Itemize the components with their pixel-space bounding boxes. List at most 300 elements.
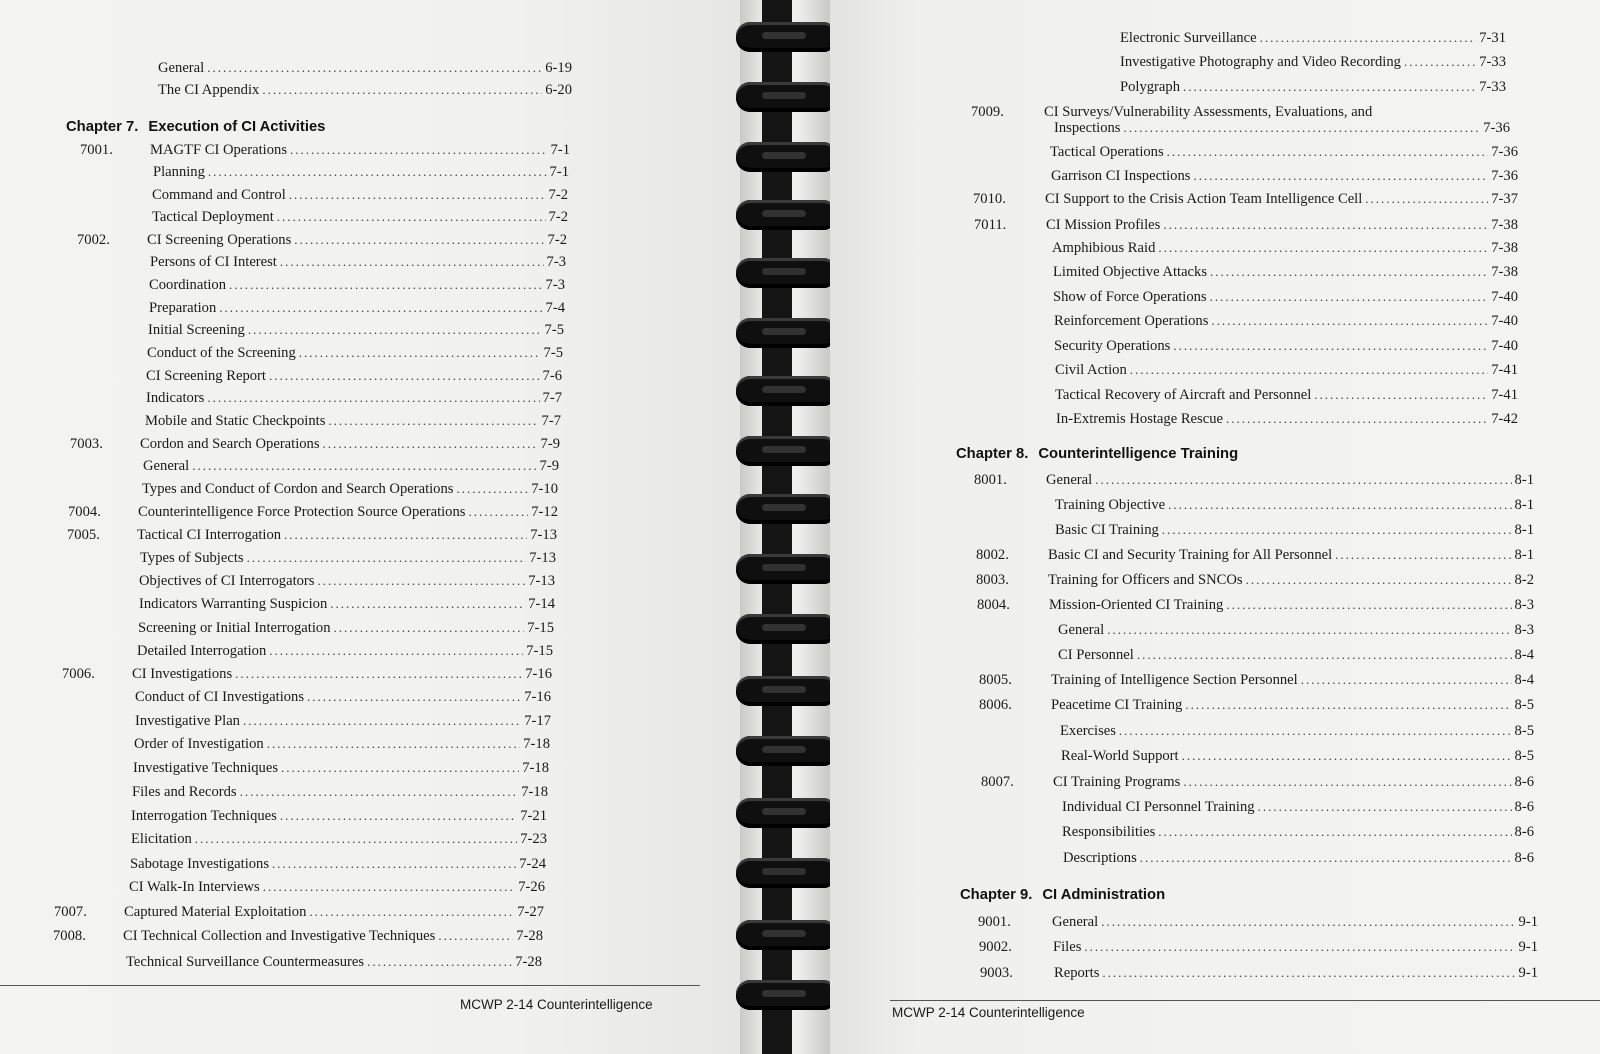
page-number: 8-6 bbox=[1514, 824, 1534, 840]
toc-entry bbox=[55, 879, 545, 896]
leader-dots bbox=[309, 904, 514, 920]
leader-dots bbox=[192, 458, 536, 474]
chapter-title: Execution of CI Activities bbox=[148, 119, 326, 135]
leader-dots bbox=[328, 413, 538, 429]
page-number: 7-18 bbox=[523, 736, 550, 752]
page-number: 7-3 bbox=[545, 277, 565, 293]
entry-title: Basic CI Training bbox=[1055, 522, 1159, 538]
leader-dots bbox=[294, 232, 544, 248]
page-number: 7-33 bbox=[1479, 54, 1506, 70]
entry-title: Training for Officers and SNCOs bbox=[1048, 572, 1243, 588]
leader-dots bbox=[248, 322, 542, 338]
leader-dots bbox=[438, 928, 513, 944]
entry-title: Files and Records bbox=[132, 784, 237, 800]
section-number: 7003. bbox=[70, 436, 103, 452]
toc-entry bbox=[68, 504, 558, 521]
page-number: 9-1 bbox=[1518, 939, 1538, 955]
leader-dots bbox=[1182, 748, 1512, 764]
right-toc bbox=[830, 0, 1600, 1054]
toc-entry bbox=[980, 723, 1534, 740]
entry-title: CI Training Programs bbox=[1053, 774, 1181, 790]
leader-dots bbox=[263, 879, 516, 895]
toc-entry bbox=[88, 60, 572, 77]
entry-title: Initial Screening bbox=[148, 322, 245, 338]
toc-entry bbox=[981, 748, 1534, 765]
page-number: 8-5 bbox=[1514, 697, 1534, 713]
binder-ring bbox=[736, 200, 834, 230]
page-number: 7-40 bbox=[1491, 338, 1518, 354]
toc-entry bbox=[980, 965, 1538, 982]
page-number: 7-21 bbox=[520, 808, 547, 824]
binder-ring bbox=[736, 980, 834, 1010]
entry-title: Detailed Interrogation bbox=[137, 643, 267, 659]
toc-entry bbox=[982, 799, 1534, 816]
toc-entry bbox=[982, 824, 1534, 841]
entry-title: Responsibilities bbox=[1062, 824, 1156, 840]
page-number: 7-38 bbox=[1491, 264, 1518, 280]
toc-entry bbox=[88, 82, 572, 99]
entry-title: General bbox=[1052, 914, 1099, 930]
page-number: 8-2 bbox=[1514, 572, 1534, 588]
entry-title: Types of Subjects bbox=[140, 550, 244, 566]
leader-dots bbox=[269, 643, 523, 659]
page-number: 7-28 bbox=[515, 954, 542, 970]
binder-ring bbox=[736, 858, 834, 888]
leader-dots bbox=[299, 345, 541, 361]
leader-dots bbox=[290, 142, 548, 158]
page-number: 8-4 bbox=[1514, 672, 1534, 688]
leader-dots bbox=[1335, 547, 1511, 563]
entry-title: Conduct of the Screening bbox=[147, 345, 296, 361]
chapter-label: Chapter 7. bbox=[66, 119, 139, 135]
page-number: 7-2 bbox=[548, 187, 568, 203]
toc-entry bbox=[978, 79, 1506, 96]
chapter-title: Counterintelligence Training bbox=[1038, 446, 1239, 462]
toc-entry bbox=[978, 411, 1518, 428]
toc-entry bbox=[64, 620, 554, 637]
toc-entry bbox=[73, 345, 563, 362]
entry-title: Conduct of CI Investigations bbox=[135, 689, 305, 705]
section-number: 7006. bbox=[62, 666, 95, 682]
toc-entry bbox=[972, 144, 1518, 161]
entry-title: Amphibious Raid bbox=[1052, 240, 1156, 256]
entry-title: Inspections bbox=[1054, 120, 1121, 136]
entry-title: Investigative Plan bbox=[135, 713, 240, 729]
entry-title: The CI Appendix bbox=[158, 82, 260, 98]
entry-title: Counterintelligence Force Protection Source Operations bbox=[138, 504, 466, 520]
page-number: 7-17 bbox=[524, 713, 551, 729]
leader-dots bbox=[207, 60, 542, 76]
page-number: 7-7 bbox=[541, 413, 561, 429]
section-number: 8005. bbox=[979, 672, 1012, 688]
entry-title: Cordon and Search Operations bbox=[140, 436, 320, 452]
entry-title: Tactical CI Interrogation bbox=[137, 527, 282, 543]
chapter-title: CI Administration bbox=[1042, 887, 1166, 903]
page-number: 7-9 bbox=[539, 458, 559, 474]
leader-dots bbox=[1107, 622, 1511, 638]
page-number: 7-2 bbox=[548, 209, 568, 225]
toc-entry bbox=[68, 481, 558, 498]
page-number: 7-10 bbox=[531, 481, 558, 497]
entry-title: CI Support to the Crisis Action Team Intelligence Cell bbox=[1045, 191, 1363, 207]
entry-title: Indicators bbox=[146, 390, 205, 406]
toc-entry bbox=[976, 572, 1534, 589]
leader-dots bbox=[1258, 799, 1512, 815]
toc-entry bbox=[60, 736, 550, 753]
chapter-label: Chapter 8. bbox=[956, 446, 1029, 462]
page-number: 7-40 bbox=[1491, 289, 1518, 305]
entry-title: Captured Material Exploitation bbox=[124, 904, 307, 920]
left-toc bbox=[0, 0, 740, 1054]
page-number: 8-4 bbox=[1514, 647, 1534, 663]
entry-title: Tactical Operations bbox=[1050, 144, 1164, 160]
section-number: 8007. bbox=[981, 774, 1014, 790]
leader-dots bbox=[317, 573, 525, 589]
leader-dots bbox=[1123, 120, 1480, 136]
section-number: 8001. bbox=[974, 472, 1007, 488]
entry-title: Types and Conduct of Cordon and Search Operations bbox=[142, 481, 454, 497]
section-number: 9002. bbox=[979, 939, 1012, 955]
toc-entry bbox=[65, 596, 555, 613]
entry-title: Persons of CI Interest bbox=[150, 254, 277, 270]
entry-title: CI Walk-In Interviews bbox=[129, 879, 260, 895]
toc-entry bbox=[977, 362, 1518, 379]
page-number: 7-13 bbox=[529, 550, 556, 566]
leader-dots bbox=[456, 481, 528, 497]
toc-entry bbox=[72, 390, 562, 407]
entry-title: Planning bbox=[153, 164, 205, 180]
page-number: 7-16 bbox=[524, 689, 551, 705]
toc-entry bbox=[57, 808, 547, 825]
leader-dots bbox=[207, 390, 539, 406]
section-number: 7002. bbox=[77, 232, 110, 248]
leader-dots bbox=[1167, 144, 1489, 160]
binder-ring bbox=[736, 318, 834, 348]
toc-entry bbox=[979, 672, 1534, 689]
page-number: 7-1 bbox=[549, 164, 569, 180]
toc-entry bbox=[80, 142, 570, 159]
toc-entry bbox=[973, 168, 1518, 185]
page-number: 8-1 bbox=[1514, 472, 1534, 488]
leader-dots bbox=[323, 436, 538, 452]
entry-title: Garrison CI Inspections bbox=[1051, 168, 1191, 184]
entry-title: Show of Force Operations bbox=[1053, 289, 1207, 305]
toc-entry-multiline bbox=[971, 104, 1372, 121]
entry-title: CI Screening Operations bbox=[147, 232, 292, 248]
toc-entry bbox=[978, 54, 1506, 71]
page-number: 8-6 bbox=[1514, 850, 1534, 866]
leader-dots bbox=[1211, 313, 1488, 329]
binder-ring bbox=[736, 436, 834, 466]
toc-entry bbox=[59, 760, 549, 777]
toc-entry bbox=[70, 436, 560, 453]
entry-title: In-Extremis Hostage Rescue bbox=[1056, 411, 1223, 427]
toc-entry bbox=[71, 413, 561, 430]
leader-dots bbox=[1173, 338, 1488, 354]
leader-dots bbox=[208, 164, 547, 180]
entry-title: Peacetime CI Training bbox=[1051, 697, 1183, 713]
leader-dots bbox=[1226, 411, 1488, 427]
page-number: 7-38 bbox=[1491, 217, 1518, 233]
leader-dots bbox=[284, 527, 527, 543]
toc-entry bbox=[74, 322, 564, 339]
page-number: 7-14 bbox=[528, 596, 555, 612]
leader-dots bbox=[1226, 597, 1511, 613]
entry-title: General bbox=[1058, 622, 1105, 638]
page-number: 8-3 bbox=[1514, 597, 1534, 613]
page-number: 7-18 bbox=[521, 784, 548, 800]
entry-title: Exercises bbox=[1060, 723, 1116, 739]
page-number: 7-16 bbox=[525, 666, 552, 682]
toc-entry bbox=[61, 713, 551, 730]
binder-ring bbox=[736, 676, 834, 706]
leader-dots bbox=[1101, 914, 1515, 930]
toc-entry bbox=[978, 622, 1534, 639]
toc-entry bbox=[978, 914, 1538, 931]
page-number: 7-12 bbox=[531, 504, 558, 520]
page-number: 7-33 bbox=[1479, 79, 1506, 95]
toc-entry bbox=[53, 928, 543, 945]
entry-title: Interrogation Techniques bbox=[131, 808, 277, 824]
entry-title: Mobile and Static Checkpoints bbox=[145, 413, 326, 429]
entry-title: CI Surveys/Vulnerability Assessments, Evaluations, and bbox=[1044, 104, 1373, 120]
leader-dots bbox=[289, 187, 546, 203]
leader-dots bbox=[235, 666, 522, 682]
footer-rule bbox=[890, 1000, 1600, 1001]
leader-dots bbox=[277, 209, 546, 225]
page-number: 7-36 bbox=[1483, 120, 1510, 136]
page-number: 7-7 bbox=[542, 390, 562, 406]
leader-dots bbox=[1158, 240, 1488, 256]
leader-dots bbox=[334, 620, 525, 636]
leader-dots bbox=[1185, 697, 1511, 713]
page-number: 7-41 bbox=[1491, 362, 1518, 378]
toc-entry bbox=[65, 573, 555, 590]
entry-title: Tactical Recovery of Aircraft and Personnel bbox=[1055, 387, 1312, 403]
page-number: 7-15 bbox=[526, 643, 553, 659]
page-number: 7-42 bbox=[1491, 411, 1518, 427]
entry-title: Indicators Warranting Suspicion bbox=[139, 596, 328, 612]
entry-title: Limited Objective Attacks bbox=[1053, 264, 1208, 280]
binder-ring bbox=[736, 554, 834, 584]
entry-title: Reports bbox=[1054, 965, 1100, 981]
section-number: 7009. bbox=[971, 104, 1004, 120]
page-number: 8-6 bbox=[1514, 799, 1534, 815]
toc-entry bbox=[975, 497, 1534, 514]
page-number: 8-3 bbox=[1514, 622, 1534, 638]
binder-ring bbox=[736, 22, 834, 52]
page-number: 7-1 bbox=[550, 142, 570, 158]
leader-dots bbox=[280, 808, 517, 824]
toc-entry bbox=[66, 550, 556, 567]
entry-title: Technical Surveillance Countermeasures bbox=[126, 954, 365, 970]
leader-dots bbox=[1084, 939, 1515, 955]
toc-entry bbox=[61, 689, 551, 706]
entry-title: Tactical Deployment bbox=[152, 209, 274, 225]
section-number: 7011. bbox=[974, 217, 1007, 233]
footer-rule bbox=[0, 985, 700, 986]
entry-title: Mission-Oriented CI Training bbox=[1049, 597, 1224, 613]
page-number: 7-36 bbox=[1491, 144, 1518, 160]
toc-entry bbox=[52, 954, 542, 971]
toc-entry-continuation bbox=[1054, 120, 1510, 137]
chapter-label: Chapter 9. bbox=[960, 887, 1033, 903]
toc-entry bbox=[75, 277, 565, 294]
page-number: 7-13 bbox=[530, 527, 557, 543]
page-number: 7-5 bbox=[543, 345, 563, 361]
leader-dots bbox=[267, 736, 521, 752]
leader-dots bbox=[1183, 774, 1511, 790]
page-number: 9-1 bbox=[1518, 965, 1538, 981]
toc-entry bbox=[979, 697, 1534, 714]
leader-dots bbox=[1365, 191, 1488, 207]
leader-dots bbox=[280, 254, 544, 270]
leader-dots bbox=[269, 368, 540, 384]
binder-ring bbox=[736, 920, 834, 950]
page-number: 7-3 bbox=[546, 254, 566, 270]
entry-title: Training Objective bbox=[1055, 497, 1166, 513]
toc-entry bbox=[72, 368, 562, 385]
leader-dots bbox=[1137, 647, 1512, 663]
page-number: 7-26 bbox=[518, 879, 545, 895]
entry-title: Objectives of CI Interrogators bbox=[139, 573, 315, 589]
section-number: 9001. bbox=[978, 914, 1011, 930]
leader-dots bbox=[1158, 824, 1511, 840]
toc-entry bbox=[75, 300, 565, 317]
toc-entry bbox=[977, 387, 1518, 404]
section-number: 8003. bbox=[976, 572, 1009, 588]
section-number: 8002. bbox=[976, 547, 1009, 563]
leader-dots bbox=[1095, 472, 1511, 488]
section-number: 7008. bbox=[53, 928, 86, 944]
page-number: 7-36 bbox=[1491, 168, 1518, 184]
toc-entry bbox=[975, 264, 1518, 281]
leader-dots bbox=[281, 760, 519, 776]
entry-title: Polygraph bbox=[1120, 79, 1180, 95]
entry-title: Real-World Support bbox=[1061, 748, 1179, 764]
page-number: 7-2 bbox=[547, 232, 567, 248]
leader-dots bbox=[1162, 522, 1512, 538]
entry-title: Security Operations bbox=[1054, 338, 1171, 354]
toc-entry bbox=[62, 666, 552, 683]
leader-dots bbox=[1314, 387, 1488, 403]
section-number: 7001. bbox=[80, 142, 113, 158]
toc-entry bbox=[978, 647, 1534, 664]
toc-entry bbox=[79, 164, 569, 181]
leader-dots bbox=[243, 713, 521, 729]
entry-title: Basic CI and Security Training for All Personnel bbox=[1048, 547, 1333, 563]
leader-dots bbox=[262, 82, 542, 98]
toc-entry bbox=[57, 831, 547, 848]
entry-title: Elicitation bbox=[131, 831, 192, 847]
binder-ring bbox=[736, 376, 834, 406]
page-number: 7-41 bbox=[1491, 387, 1518, 403]
entry-title: CI Technical Collection and Investigative Techniques bbox=[123, 928, 436, 944]
section-number: 7007. bbox=[54, 904, 87, 920]
leader-dots bbox=[272, 856, 516, 872]
chapter-7-heading bbox=[66, 119, 325, 135]
leader-dots bbox=[1404, 54, 1476, 70]
toc-entry bbox=[974, 217, 1518, 234]
page-number: 7-38 bbox=[1491, 240, 1518, 256]
page-number: 8-5 bbox=[1514, 723, 1534, 739]
entry-title: Investigative Photography and Video Recording bbox=[1120, 54, 1401, 70]
toc-entry bbox=[77, 232, 567, 249]
entry-title: General bbox=[143, 458, 190, 474]
page-number: 7-15 bbox=[527, 620, 554, 636]
entry-title: Descriptions bbox=[1063, 850, 1137, 866]
toc-entry bbox=[76, 254, 566, 271]
entry-title: Coordination bbox=[149, 277, 227, 293]
entry-title: Preparation bbox=[149, 300, 217, 316]
entry-title: CI Mission Profiles bbox=[1046, 217, 1161, 233]
page-number: 7-6 bbox=[542, 368, 562, 384]
page-number: 7-24 bbox=[519, 856, 546, 872]
leader-dots bbox=[195, 831, 517, 847]
left-page bbox=[0, 0, 740, 1054]
entry-title: Files bbox=[1053, 939, 1082, 955]
toc-entry bbox=[976, 547, 1534, 564]
chapter-9-heading bbox=[960, 887, 1165, 903]
section-number: 9003. bbox=[980, 965, 1013, 981]
toc-entry bbox=[975, 289, 1518, 306]
leader-dots bbox=[468, 504, 528, 520]
section-number: 8004. bbox=[977, 597, 1010, 613]
left-footer: MCWP 2-14 Counterintelligence bbox=[460, 997, 653, 1012]
section-number: 7005. bbox=[67, 527, 100, 543]
binder-ring bbox=[736, 798, 834, 828]
toc-entry bbox=[977, 597, 1534, 614]
toc-entry bbox=[56, 856, 546, 873]
entry-title: Order of Investigation bbox=[134, 736, 264, 752]
page-number: 8-1 bbox=[1514, 547, 1534, 563]
page-number: 9-1 bbox=[1518, 914, 1538, 930]
page-number: 7-13 bbox=[528, 573, 555, 589]
leader-dots bbox=[1246, 572, 1512, 588]
entry-title: Command and Control bbox=[152, 187, 286, 203]
page-number: 7-9 bbox=[540, 436, 560, 452]
toc-entry bbox=[976, 313, 1518, 330]
right-footer: MCWP 2-14 Counterintelligence bbox=[892, 1005, 1085, 1020]
leader-dots bbox=[1130, 362, 1488, 378]
leader-dots bbox=[219, 300, 542, 316]
leader-dots bbox=[247, 550, 527, 566]
chapter-8-heading bbox=[956, 446, 1238, 462]
leader-dots bbox=[367, 954, 512, 970]
leader-dots bbox=[1260, 30, 1477, 46]
page-number: 8-1 bbox=[1514, 497, 1534, 513]
toc-entry bbox=[78, 187, 568, 204]
entry-title: Investigative Techniques bbox=[133, 760, 279, 776]
page-number: 8-1 bbox=[1514, 522, 1534, 538]
entry-title: Individual CI Personnel Training bbox=[1062, 799, 1255, 815]
leader-dots bbox=[240, 784, 519, 800]
leader-dots bbox=[1183, 79, 1476, 95]
page-number: 7-37 bbox=[1491, 191, 1518, 207]
entry-title: Civil Action bbox=[1055, 362, 1127, 378]
leader-dots bbox=[330, 596, 525, 612]
page-number: 7-27 bbox=[517, 904, 544, 920]
page-number: 7-23 bbox=[520, 831, 547, 847]
entry-title: Reinforcement Operations bbox=[1054, 313, 1209, 329]
section-number: 8006. bbox=[979, 697, 1012, 713]
section-number: 7004. bbox=[68, 504, 101, 520]
toc-entry bbox=[973, 191, 1518, 208]
entry-title: CI Investigations bbox=[132, 666, 233, 682]
page-number: 6-20 bbox=[545, 82, 572, 98]
page-number: 7-4 bbox=[545, 300, 565, 316]
binder-ring bbox=[736, 142, 834, 172]
